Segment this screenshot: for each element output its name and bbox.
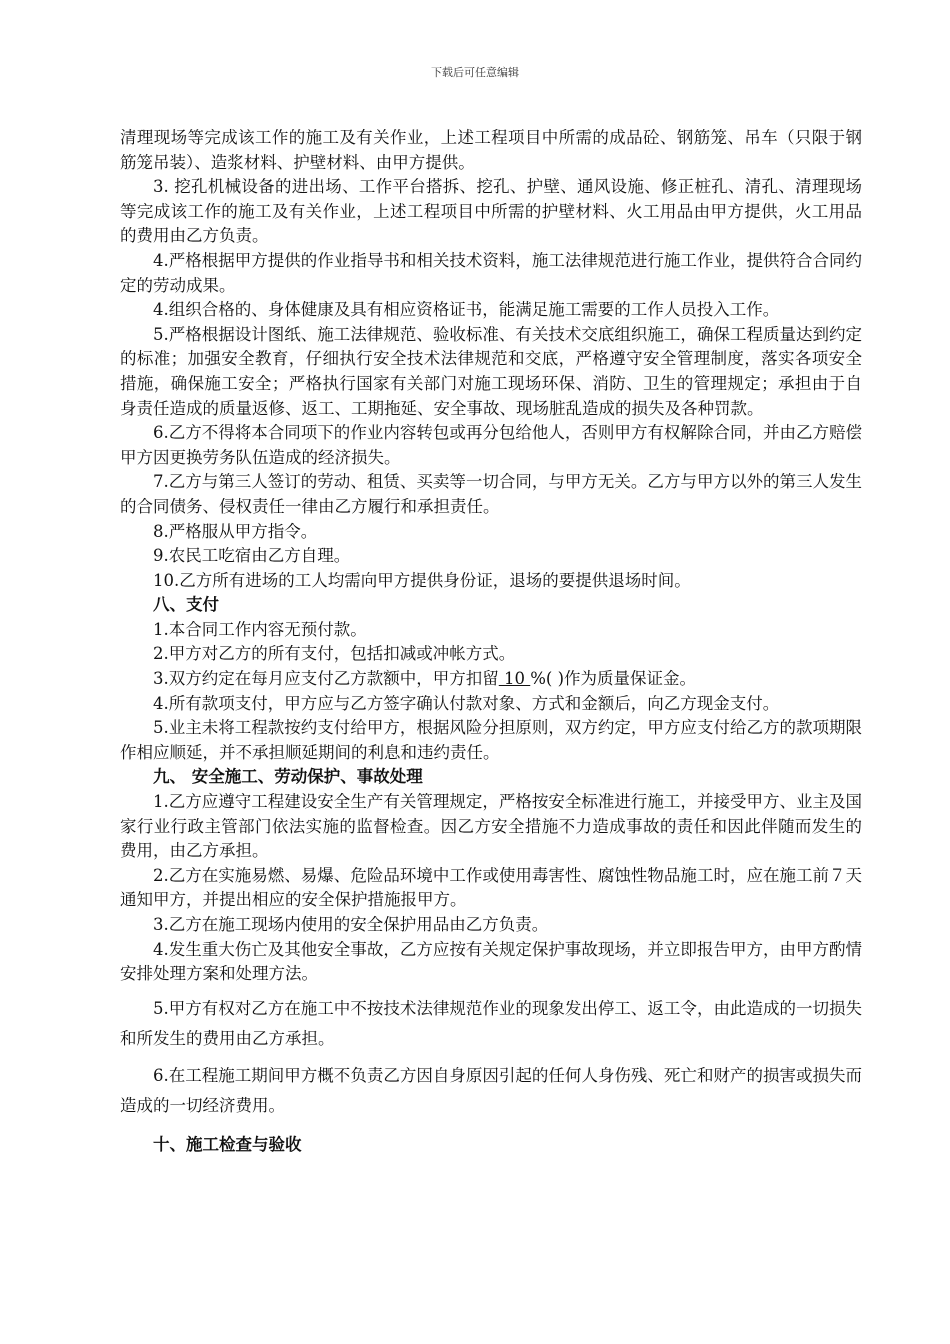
page-header: 下载后可任意编辑: [431, 66, 519, 79]
paragraph: 4.所有款项支付，甲方应与乙方签字确认付款对象、方式和金额后，向乙方现金支付。: [153, 693, 780, 713]
retention-text-before: 3.双方约定在每月应支付乙方款额中，甲方扣留: [153, 669, 499, 689]
paragraph: 8.严格服从甲方指令。: [153, 521, 318, 541]
paragraph: 4.组织合格的、身体健康及具有相应资格证书，能满足施工需要的工作人员投入工作。: [153, 300, 780, 320]
paragraph: 3. 挖孔机械设备的进出场、工作平台搭拆、挖孔、护壁、通风设施、修正桩孔、清孔、清理现场等完成该工作的施工及有关作业，上述工程项目中所需的护壁材料、火工用品由甲方提供，火工用品的费用由乙方负责。: [120, 177, 862, 246]
document-body: [120, 126, 862, 1157]
section-heading-9: 九、 安全施工、劳动保护、事故处理: [153, 767, 423, 787]
retention-percent-value: 10: [498, 669, 531, 689]
paragraph: 4.发生重大伤亡及其他安全事故，乙方应按有关规定保护事故现场，并立即报告甲方，由甲方酌情安排处理方案和处理方法。: [120, 939, 862, 984]
paragraph: 1.本合同工作内容无预付款。: [153, 619, 367, 639]
retention-text-after: %( )作为质量保证金。: [530, 669, 697, 689]
section-heading-10: 十、施工检查与验收: [153, 1134, 302, 1154]
paragraph: 6.乙方不得将本合同项下的作业内容转包或再分包给他人，否则甲方有权解除合同，并由乙方赔偿甲方因更换劳务队伍造成的经济损失。: [120, 423, 862, 467]
paragraph: 10.乙方所有进场的工人均需向甲方提供身份证，退场的要提供退场时间。: [153, 570, 691, 590]
section-heading-8: 八、支付: [153, 595, 219, 615]
paragraph: 7.乙方与第三人签订的劳动、租赁、买卖等一切合同，与甲方无关。乙方与甲方以外的第三人发生的合同债务、侵权责任一律由乙方履行和承担责任。: [120, 472, 862, 516]
paragraph: 3.乙方在施工现场内使用的安全保护用品由乙方负责。: [153, 915, 549, 934]
paragraph: 1.乙方应遵守工程建设安全生产有关管理规定，严格按安全标准进行施工，并接受甲方、业主及国家行业行政主管部门依法实施的监督检查。因乙方安全措施不力造成事故的责任和因此伴随而发生的费用，由乙方承担。: [120, 792, 862, 861]
paragraph: 清理现场等完成该工作的施工及有关作业，上述工程项目中所需的成品砼、钢筋笼、吊车（只限于钢筋笼吊装）、造浆材料、护壁材料、由甲方提供。: [120, 128, 862, 172]
paragraph: 6.在工程施工期间甲方概不负责乙方因自身原因引起的任何人身伤残、死亡和财产的损害或损失而造成的一切经济费用。: [120, 1065, 862, 1115]
paragraph: 9.农民工吃宿由乙方自理。: [153, 546, 351, 566]
paragraph: 4.严格根据甲方提供的作业指导书和相关技术资料，施工法律规范进行施工作业，提供符合合同约定的劳动成果。: [120, 250, 862, 295]
paragraph: 5.业主未将工程款按约支付给甲方，根据风险分担原则，双方约定，甲方应支付给乙方的款项期限作相应顺延，并不承担顺延期间的利息和违约责任。: [120, 718, 862, 762]
paragraph: 5.甲方有权对乙方在施工中不按技术法律规范作业的现象发出停工、返工令，由此造成的一切损失和所发生的费用由乙方承担。: [120, 998, 862, 1048]
paragraph: 2.甲方对乙方的所有支付，包括扣减或冲帐方式。: [153, 644, 516, 664]
paragraph: 2.乙方在实施易燃、易爆、危险品环境中工作或使用毒害性、腐蚀性物品施工时，应在施工前７天通知甲方，并提出相应的安全保护措施报甲方。: [120, 865, 862, 910]
paragraph-retention: [120, 667, 862, 692]
paragraph: 5.严格根据设计图纸、施工法律规范、验收标准、有关技术交底组织施工，确保工程质量达到约定的标准；加强安全教育，仔细执行安全技术法律规范和交底，严格遵守安全管理制度，落实各项安全措施，确保施工安全；严格执行国家有关部门对施工现场环保、消防、卫生的管理规定；承担由于自身责任造成的质量返修、返工、工期拖延、安全事故、现场脏乱造成的损失及各种罚款。: [120, 324, 862, 418]
